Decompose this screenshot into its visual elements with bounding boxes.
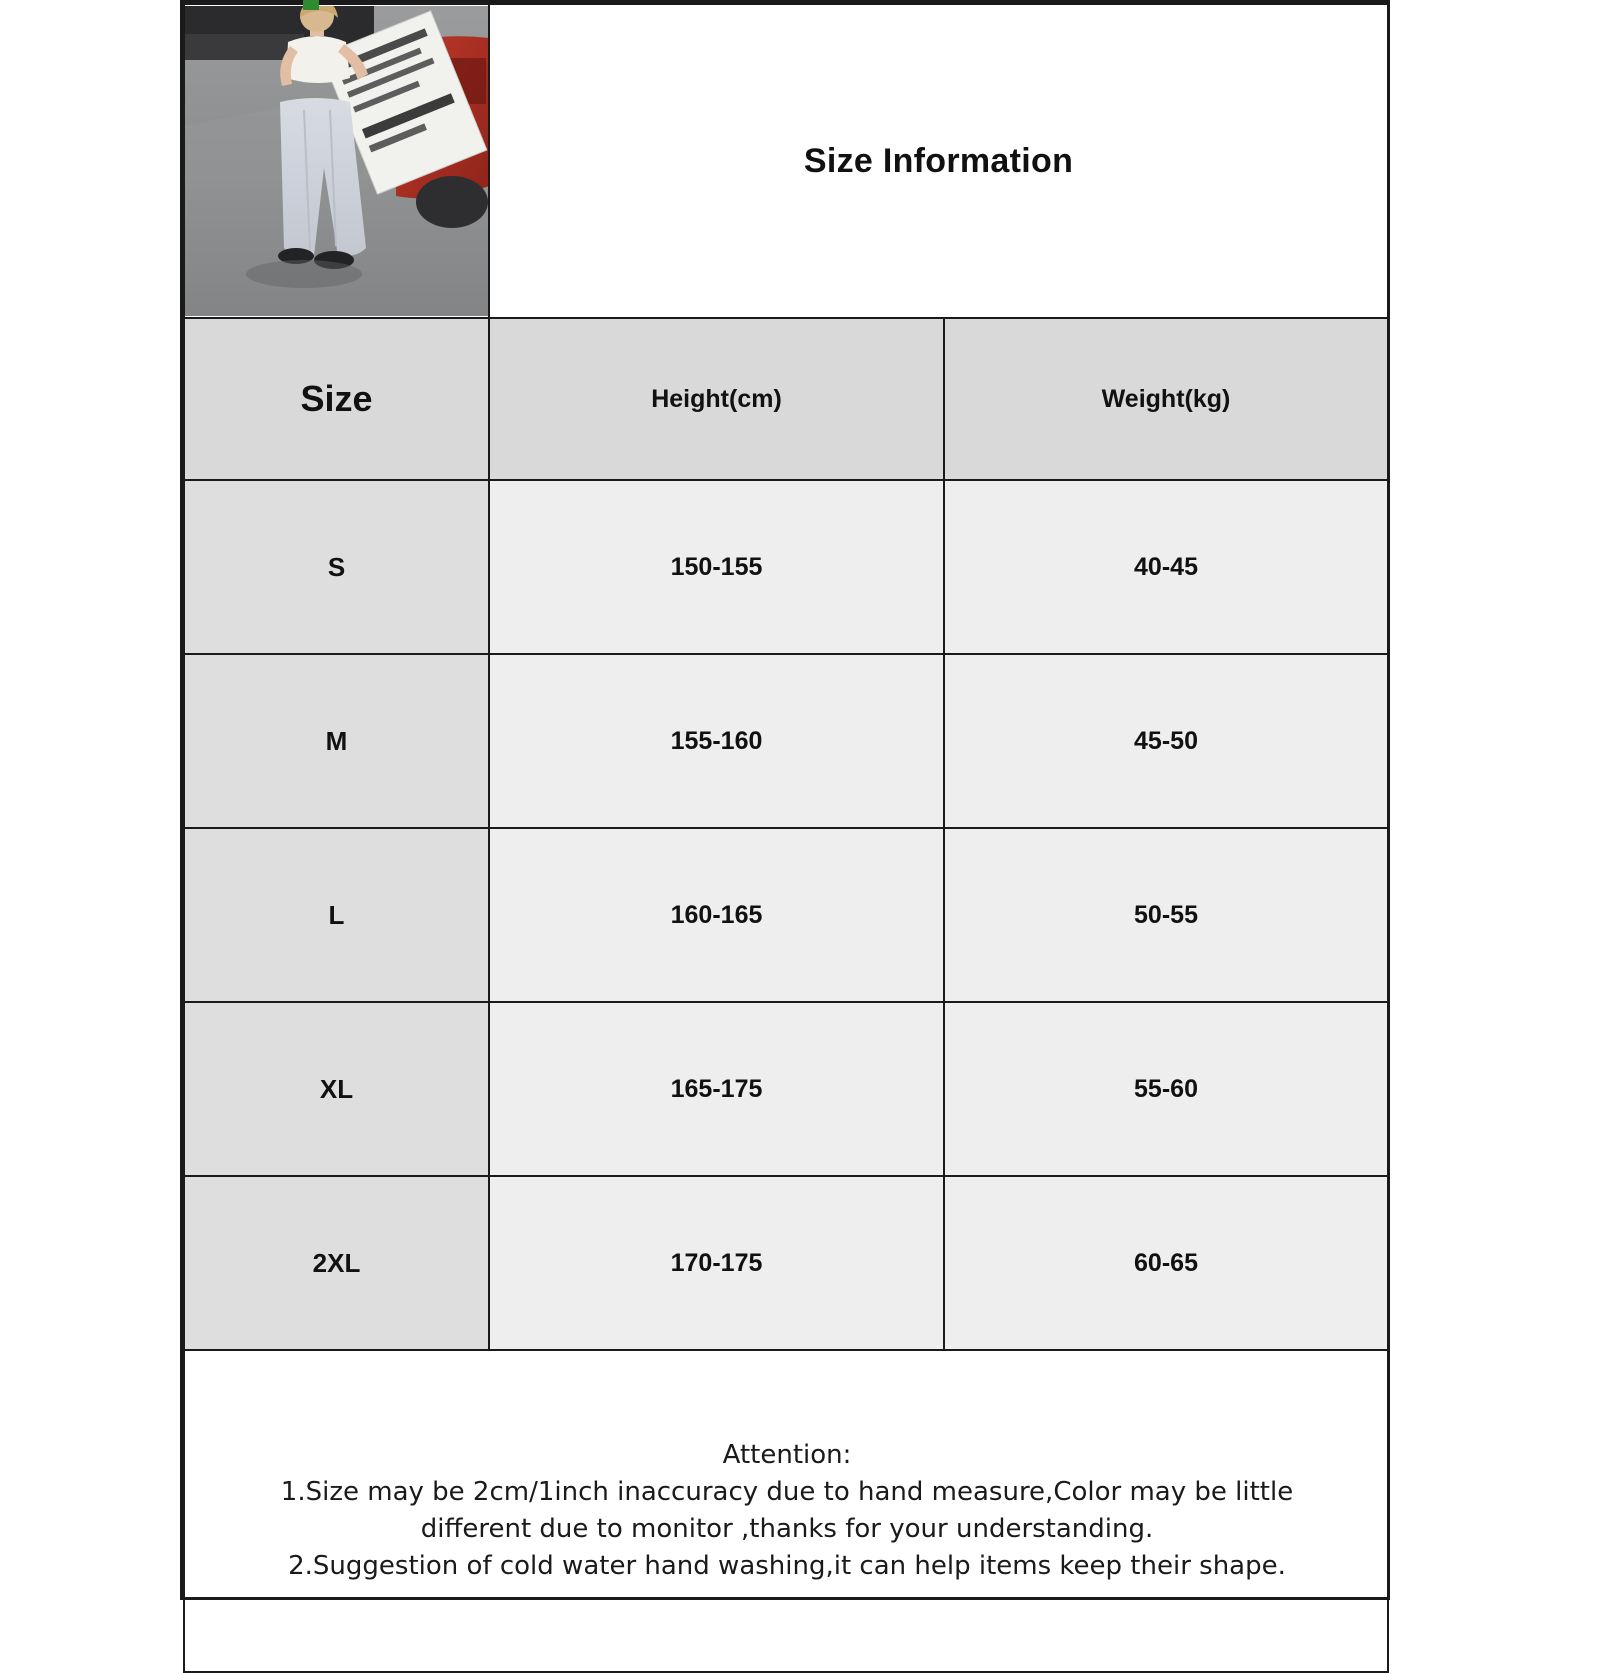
product-photo-cell <box>184 4 489 318</box>
size-chart-frame <box>180 0 1390 1600</box>
table-row <box>184 480 1388 654</box>
cell-size: S <box>184 480 489 654</box>
cell-size: 2XL <box>184 1176 489 1350</box>
header-row <box>184 4 1388 318</box>
cell-weight: 50-55 <box>944 828 1388 1002</box>
product-photo-illustration <box>185 6 488 316</box>
column-header-size: Size <box>184 318 489 480</box>
attention-heading: Attention: <box>722 1440 852 1471</box>
column-headers-row <box>184 318 1388 480</box>
table-row <box>184 654 1388 828</box>
cell-weight: 45-50 <box>944 654 1388 828</box>
table-row <box>184 1176 1388 1350</box>
cell-size: L <box>184 828 489 1002</box>
green-corner-mark <box>303 0 319 10</box>
attention-row <box>184 1350 1388 1672</box>
table-row <box>184 828 1388 1002</box>
cell-size: M <box>184 654 489 828</box>
attention-block <box>184 1350 1388 1672</box>
attention-line-1: 1.Size may be 2cm/1inch inaccuracy due to hand measure,Color may be little <box>280 1477 1294 1508</box>
cell-height: 165-175 <box>489 1002 944 1176</box>
column-header-height: Height(cm) <box>489 318 944 480</box>
cell-height: 150-155 <box>489 480 944 654</box>
cell-height: 160-165 <box>489 828 944 1002</box>
cell-height: 155-160 <box>489 654 944 828</box>
attention-line-2: different due to monitor ,thanks for your understanding. <box>420 1514 1154 1544</box>
column-header-weight: Weight(kg) <box>944 318 1388 480</box>
cell-weight: 40-45 <box>944 480 1388 654</box>
cell-height: 170-175 <box>489 1176 944 1350</box>
cell-size: XL <box>184 1002 489 1176</box>
cell-weight: 60-65 <box>944 1176 1388 1350</box>
cell-weight: 55-60 <box>944 1002 1388 1176</box>
size-information-table <box>183 3 1389 1673</box>
product-photo <box>185 6 488 316</box>
title-cell <box>489 4 1388 318</box>
table-row <box>184 1002 1388 1176</box>
page-title: Size Information <box>803 141 1074 180</box>
attention-line-3: 2.Suggestion of cold water hand washing,it can help items keep their shape. <box>288 1550 1286 1581</box>
